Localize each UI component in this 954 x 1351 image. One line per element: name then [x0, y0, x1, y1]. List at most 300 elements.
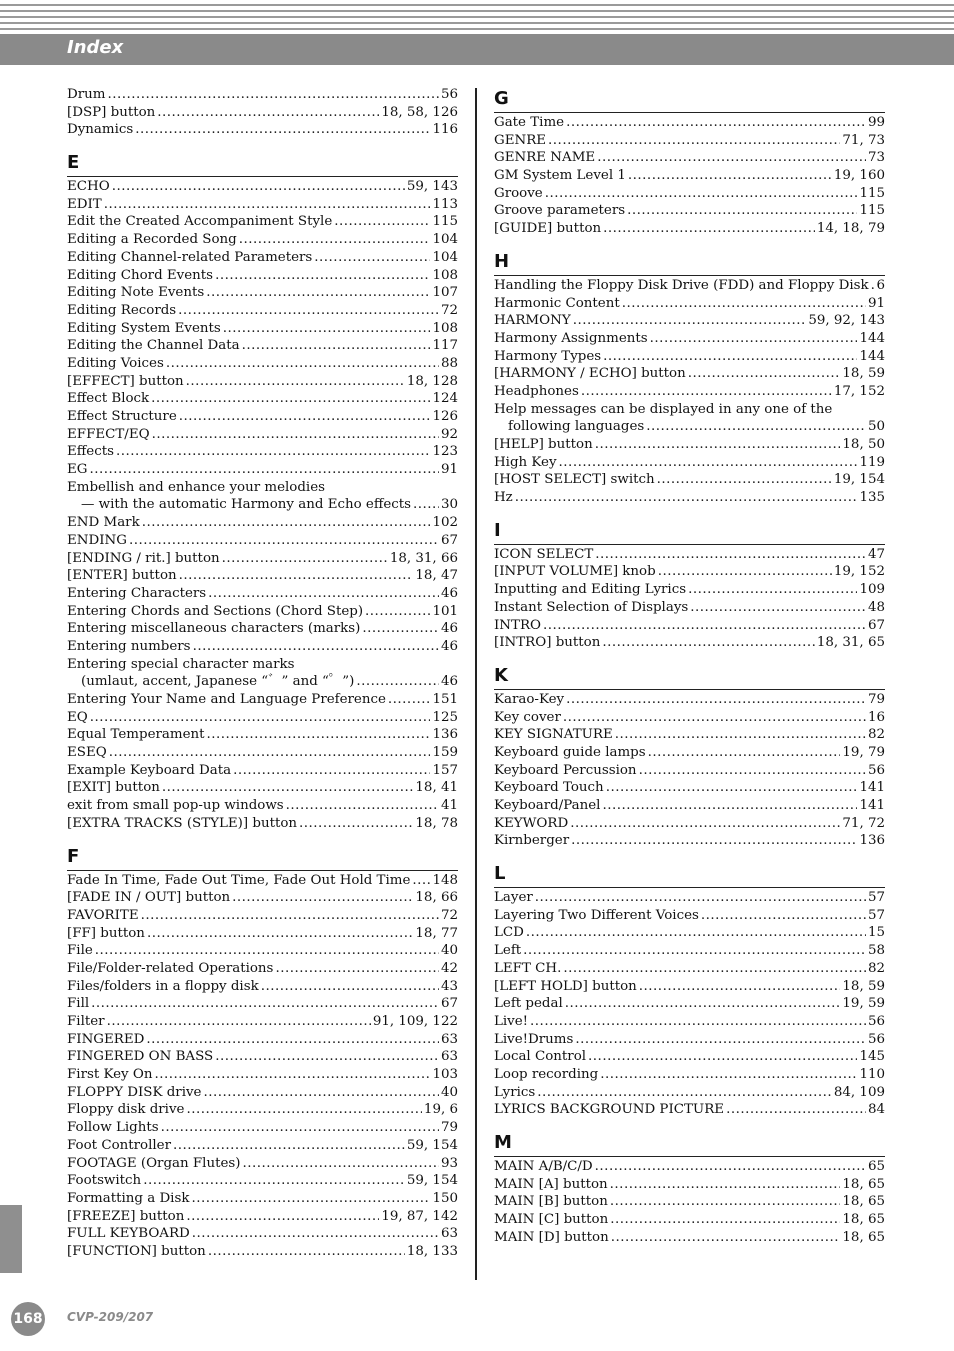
- leader-dots: [413, 496, 439, 514]
- entry-term: Formatting a Disk: [67, 1190, 190, 1206]
- entry-pages: 18, 128: [406, 373, 458, 389]
- entry-pages: 116: [432, 122, 458, 138]
- entry-pages: 91, 109, 122: [372, 1014, 458, 1029]
- entry-term: File/Folder-related Operations: [67, 960, 274, 976]
- index-entry: [67, 907, 458, 925]
- leader-dots: [161, 1119, 439, 1137]
- index-entry: [494, 1013, 885, 1031]
- entry-pages: 17, 152: [833, 383, 885, 399]
- leader-dots: [104, 196, 431, 214]
- entry-term: MAIN [D] button: [494, 1229, 609, 1245]
- index-entry: [67, 603, 458, 621]
- index-entry: [494, 1084, 885, 1102]
- entry-pages: 84, 109: [833, 1084, 885, 1100]
- entry-pages: 19, 6: [423, 1102, 458, 1118]
- index-entry: [494, 942, 885, 960]
- leader-dots: [597, 149, 866, 167]
- entry-pages: 18, 31, 65: [816, 635, 885, 651]
- entry-term: [LEFT HOLD] button: [494, 978, 637, 994]
- side-tab: [0, 1205, 22, 1273]
- leader-dots: [109, 744, 431, 762]
- entry-pages: 109: [859, 582, 885, 598]
- entry-term: [FADE IN / OUT] button: [67, 890, 231, 906]
- entry-pages: 79: [440, 1120, 458, 1136]
- index-entry: [67, 762, 458, 780]
- leader-dots: [208, 585, 439, 603]
- index-entry: [494, 581, 885, 599]
- entry-term: Editing Channel-related Parameters: [67, 249, 313, 265]
- entry-term: ENDING: [67, 532, 127, 548]
- entry-term: [HARMONY / ECHO] button: [494, 366, 686, 382]
- entry-term: Handling the Floppy Disk Drive (FDD) and Floppy Disk: [494, 277, 869, 293]
- index-entry: [67, 284, 458, 302]
- entry-pages: 88: [440, 355, 458, 371]
- index-entry: [494, 1211, 885, 1229]
- index-entry: [67, 744, 458, 762]
- entry-term: [INPUT VOLUME] knob: [494, 564, 656, 580]
- index-entry: [67, 709, 458, 727]
- index-entry: [494, 1158, 885, 1176]
- index-entry: [494, 797, 885, 815]
- index-entry: [494, 365, 885, 383]
- entry-pages: 99: [867, 115, 885, 130]
- index-entry: [494, 312, 885, 330]
- entry-term: LEFT CH.: [494, 960, 562, 976]
- entry-term: EDIT: [67, 196, 102, 212]
- entry-pages: 56: [867, 762, 885, 778]
- entry-pages: 159: [432, 745, 458, 761]
- entry-pages: 108: [432, 320, 458, 336]
- leader-dots: [571, 832, 857, 850]
- entry-term: Hz: [494, 490, 513, 506]
- leader-dots: [129, 532, 439, 550]
- index-entry: [494, 709, 885, 727]
- index-entry: [67, 995, 458, 1013]
- entry-term: Help messages can be displayed in any one of the: [494, 401, 833, 417]
- entry-pages: 63: [440, 1049, 458, 1065]
- index-entry: [67, 550, 458, 568]
- index-entry: [494, 978, 885, 996]
- entry-term: Entering Chords and Sections (Chord Step): [67, 603, 364, 619]
- entry-pages: 144: [859, 330, 885, 346]
- section-letter-h: H: [494, 249, 885, 276]
- entry-term: MAIN A/B/C/D: [494, 1159, 593, 1174]
- entry-term: Editing the Channel Data: [67, 338, 240, 354]
- entry-term: Embellish and enhance your melodies: [67, 479, 325, 495]
- entry-term: HARMONY: [494, 313, 571, 329]
- leader-dots: [207, 726, 431, 744]
- entry-term: Groove parameters: [494, 203, 626, 219]
- leader-dots: [95, 942, 439, 960]
- leader-dots: [208, 1243, 405, 1261]
- index-entry: [67, 355, 458, 373]
- leader-dots: [566, 114, 866, 132]
- index-entry: [67, 889, 458, 907]
- entry-pages: 157: [432, 762, 458, 778]
- leader-dots: [611, 1229, 841, 1247]
- index-entry: [494, 563, 885, 581]
- leader-dots: [412, 872, 430, 890]
- entry-term: Groove: [494, 185, 543, 201]
- entry-term: — with the automatic Harmony and Echo effects: [81, 497, 412, 513]
- header-rules: [0, 0, 954, 34]
- entry-term: Equal Temperament: [67, 727, 205, 743]
- entry-term: Inputting and Editing Lyrics: [494, 582, 687, 598]
- leader-dots: [166, 355, 439, 373]
- index-entry: [67, 1243, 458, 1261]
- entry-pages: 43: [440, 978, 458, 994]
- leader-dots: [286, 797, 439, 815]
- entry-term: Editing a Recorded Song: [67, 232, 237, 248]
- entry-pages: 91: [440, 462, 458, 478]
- entry-term: Key cover: [494, 709, 561, 725]
- leader-dots: [588, 1048, 857, 1066]
- entry-pages: 14, 18, 79: [816, 221, 885, 237]
- index-entry: [67, 815, 458, 833]
- entry-term: Live!Drums: [494, 1031, 574, 1047]
- entry-pages: 46: [440, 674, 458, 690]
- index-entry: [494, 454, 885, 472]
- index-entry: [494, 1176, 885, 1194]
- entry-pages: 57: [867, 907, 885, 923]
- entry-term: END Mark: [67, 515, 140, 531]
- leader-dots: [639, 762, 866, 780]
- index-entry: [494, 762, 885, 780]
- entry-term: [FF] button: [67, 925, 145, 941]
- index-entry: [494, 924, 885, 942]
- index-entry: [494, 779, 885, 797]
- entry-pages: 141: [859, 798, 885, 813]
- page-number: 168: [11, 1302, 45, 1336]
- entry-term: Layer: [494, 890, 533, 906]
- entry-pages: 124: [432, 391, 458, 407]
- leader-dots: [365, 603, 430, 621]
- index-entry: [494, 599, 885, 617]
- entry-pages: 40: [440, 943, 458, 959]
- entry-pages: 18, 59: [842, 978, 885, 994]
- leader-dots: [548, 132, 840, 150]
- entry-term: Kirnberger: [494, 833, 570, 849]
- entry-pages: 67: [440, 996, 458, 1012]
- index-entry: [494, 132, 885, 150]
- leader-dots: [146, 1031, 439, 1049]
- entry-term: GENRE: [494, 132, 547, 148]
- leader-dots: [173, 1137, 405, 1155]
- index-entry: [494, 546, 885, 564]
- index-entry: [494, 1101, 885, 1119]
- leader-dots: [610, 1193, 841, 1211]
- entry-pages: 18, 78: [415, 815, 458, 831]
- entry-pages: 19, 59: [842, 996, 885, 1012]
- entry-term: KEY SIGNATURE: [494, 727, 613, 743]
- entry-pages: 65: [867, 1159, 885, 1174]
- leader-dots: [639, 978, 841, 996]
- leader-dots: [602, 634, 814, 652]
- leader-dots: [275, 960, 439, 978]
- leader-dots: [334, 213, 430, 231]
- entry-pages: 82: [867, 727, 885, 743]
- index-entry: [494, 889, 885, 907]
- leader-dots: [186, 1101, 421, 1119]
- index-entry: [67, 496, 458, 514]
- entry-term: [ENDING / rit.] button: [67, 550, 220, 566]
- leader-dots: [186, 1208, 379, 1226]
- entry-pages: 18, 65: [842, 1176, 885, 1192]
- leader-dots: [543, 617, 866, 635]
- entry-term: MAIN [A] button: [494, 1176, 608, 1192]
- entry-term: Example Keyboard Data: [67, 762, 232, 778]
- entry-pages: 102: [432, 515, 458, 531]
- leader-dots: [147, 925, 413, 943]
- index-entry: [67, 978, 458, 996]
- entry-term: following languages: [508, 419, 645, 435]
- leader-dots: [650, 330, 858, 348]
- index-entry: [494, 1193, 885, 1211]
- entry-term: Loop recording: [494, 1066, 599, 1082]
- entry-pages: 150: [432, 1190, 458, 1206]
- entry-pages: 48: [867, 599, 885, 615]
- entry-term: ESEQ: [67, 745, 107, 761]
- entry-pages: 115: [432, 214, 458, 230]
- entry-term: Keyboard/Panel: [494, 798, 601, 813]
- index-entry: [494, 1229, 885, 1247]
- leader-dots: [573, 312, 807, 330]
- index-entry: [67, 656, 458, 674]
- index-entry: [67, 249, 458, 267]
- index-entry: [67, 1013, 458, 1031]
- entry-pages: 18, 65: [842, 1229, 885, 1245]
- section-letter-i: I: [494, 518, 885, 545]
- entry-pages: 117: [432, 338, 458, 354]
- index-entry: [67, 691, 458, 709]
- entry-term: Karao-Key: [494, 691, 565, 707]
- entry-pages: 19, 152: [833, 564, 885, 580]
- entry-pages: 148: [432, 872, 458, 888]
- entry-pages: 126: [432, 409, 458, 424]
- index-entry: [67, 213, 458, 231]
- leader-dots: [178, 302, 439, 320]
- leader-dots: [595, 546, 866, 564]
- index-entry: [494, 401, 885, 419]
- entry-term: MAIN [C] button: [494, 1212, 609, 1228]
- leader-dots: [646, 418, 866, 436]
- index-entry: [67, 390, 458, 408]
- leader-dots: [152, 426, 439, 444]
- index-column-left: [67, 86, 458, 1261]
- entry-pages: 56: [867, 1031, 885, 1047]
- index-entry: [494, 960, 885, 978]
- index-entry: [67, 121, 458, 139]
- entry-term: Local Control: [494, 1049, 587, 1065]
- leader-dots: [658, 563, 832, 581]
- index-entry: [494, 418, 885, 436]
- index-entry: [494, 149, 885, 167]
- index-entry: [494, 348, 885, 366]
- leader-dots: [107, 86, 438, 104]
- entry-pages: 19, 154: [833, 472, 885, 488]
- index-entry: [67, 942, 458, 960]
- section-letter-f: F: [67, 844, 458, 871]
- index-entry: [67, 673, 458, 691]
- leader-dots: [179, 567, 414, 585]
- entry-term: Harmonic Content: [494, 295, 620, 311]
- index-entry: [494, 691, 885, 709]
- entry-pages: 141: [859, 780, 885, 796]
- column-divider: [475, 88, 477, 1280]
- entry-pages: 47: [867, 546, 885, 562]
- leader-dots: [559, 454, 858, 472]
- index-entry: [494, 330, 885, 348]
- entry-pages: 136: [859, 833, 885, 849]
- leader-dots: [595, 1158, 866, 1176]
- entry-pages: 151: [432, 692, 458, 707]
- leader-dots: [157, 104, 379, 122]
- entry-term: exit from small pop-up windows: [67, 798, 284, 814]
- entry-pages: 41: [440, 798, 458, 814]
- entry-pages: 93: [440, 1155, 458, 1171]
- entry-pages: 103: [432, 1067, 458, 1083]
- entry-term: GENRE NAME: [494, 150, 596, 166]
- entry-pages: 71, 72: [842, 815, 885, 831]
- index-entry: [494, 383, 885, 401]
- leader-dots: [191, 1190, 430, 1208]
- entry-pages: 79: [867, 691, 885, 707]
- entry-term: Left pedal: [494, 996, 563, 1012]
- entry-pages: 63: [440, 1226, 458, 1242]
- leader-dots: [537, 1084, 832, 1102]
- entry-term: [DSP] button: [67, 104, 156, 120]
- leader-dots: [223, 320, 431, 338]
- entry-term: Editing Records: [67, 302, 177, 318]
- leader-dots: [581, 383, 832, 401]
- leader-dots: [570, 815, 840, 833]
- entry-pages: 46: [440, 621, 458, 637]
- entry-term: [HOST SELECT] switch: [494, 472, 655, 488]
- leader-dots: [575, 1031, 866, 1049]
- entry-term: Harmony Assignments: [494, 330, 648, 346]
- leader-dots: [239, 231, 431, 249]
- section-letter-e: E: [67, 150, 458, 177]
- entry-term: [EFFECT] button: [67, 373, 184, 389]
- leader-dots: [91, 995, 439, 1013]
- entry-term: Edit the Created Accompaniment Style: [67, 214, 333, 230]
- entry-term: Live!: [494, 1013, 529, 1029]
- entry-term: MAIN [B] button: [494, 1194, 608, 1210]
- entry-term: [HELP] button: [494, 437, 593, 452]
- entry-pages: 18, 31, 66: [389, 550, 458, 566]
- index-entry: [67, 461, 458, 479]
- entry-pages: 110: [859, 1066, 885, 1082]
- index-entry: [494, 815, 885, 833]
- entry-pages: 6: [876, 277, 885, 293]
- header-bar: [0, 34, 954, 65]
- index-entry: [494, 1048, 885, 1066]
- leader-dots: [314, 249, 430, 267]
- leader-dots: [215, 267, 430, 285]
- page-title: Index: [67, 37, 124, 58]
- entry-pages: 18, 65: [842, 1194, 885, 1210]
- entry-pages: 18, 59: [842, 366, 885, 382]
- entry-term: Layering Two Different Voices: [494, 907, 699, 923]
- index-entry: [494, 907, 885, 925]
- entry-term: ECHO: [67, 179, 110, 195]
- entry-term: Keyboard Percussion: [494, 762, 637, 778]
- entry-pages: 136: [432, 727, 458, 743]
- index-entry: [494, 634, 885, 652]
- index-entry: [494, 617, 885, 635]
- leader-dots: [595, 436, 841, 454]
- entry-term: FULL KEYBOARD: [67, 1226, 190, 1242]
- entry-pages: 30: [440, 497, 458, 513]
- entry-term: Fade In Time, Fade Out Time, Fade Out Hold Time: [67, 872, 411, 888]
- entry-term: ICON SELECT: [494, 546, 594, 562]
- entry-pages: 58: [867, 943, 885, 959]
- index-entry: [67, 925, 458, 943]
- entry-pages: 71, 73: [842, 132, 885, 148]
- index-entry: [67, 1190, 458, 1208]
- leader-dots: [871, 277, 875, 295]
- section-letter-k: K: [494, 663, 885, 690]
- index-entry: [67, 585, 458, 603]
- model-name: CVP-209/207: [67, 1310, 154, 1324]
- entry-term: [GUIDE] button: [494, 221, 602, 237]
- entry-pages: 145: [859, 1049, 885, 1065]
- index-entry: [67, 514, 458, 532]
- section-letter-l: L: [494, 861, 885, 888]
- entry-term: Keyboard guide lamps: [494, 744, 646, 760]
- index-entry: [67, 567, 458, 585]
- entry-pages: 91: [867, 295, 885, 311]
- leader-dots: [112, 178, 405, 196]
- leader-dots: [657, 471, 832, 489]
- leader-dots: [206, 284, 430, 302]
- index-entry: [67, 479, 458, 497]
- entry-term: Files/folders in a floppy disk: [67, 978, 259, 994]
- index-entry: [67, 443, 458, 461]
- leader-dots: [563, 709, 866, 727]
- entry-pages: 16: [867, 709, 885, 725]
- leader-dots: [193, 638, 439, 656]
- index-entry: [494, 185, 885, 203]
- entry-pages: 46: [440, 638, 458, 654]
- entry-pages: 18, 58, 126: [381, 104, 458, 120]
- entry-pages: 67: [440, 532, 458, 548]
- entry-term: Editing Note Events: [67, 285, 205, 301]
- entry-pages: 50: [867, 419, 885, 435]
- entry-term: Floppy disk drive: [67, 1102, 185, 1118]
- entry-pages: 18, 47: [415, 568, 458, 584]
- index-column-right: [494, 86, 885, 1246]
- entry-pages: 18, 41: [415, 780, 458, 796]
- index-entry: [67, 104, 458, 122]
- entry-pages: 123: [432, 444, 458, 460]
- entry-pages: 84: [867, 1102, 885, 1118]
- leader-dots: [90, 709, 431, 727]
- entry-pages: 15: [867, 925, 885, 941]
- leader-dots: [545, 185, 858, 203]
- entry-pages: 19, 87, 142: [381, 1208, 458, 1224]
- index-entry: [494, 436, 885, 454]
- entry-term: Editing System Events: [67, 320, 221, 336]
- index-entry: [67, 1172, 458, 1190]
- entry-pages: 115: [859, 185, 885, 201]
- leader-dots: [530, 1013, 866, 1031]
- entry-pages: 18, 50: [842, 437, 885, 452]
- index-entry: [67, 86, 458, 104]
- leader-dots: [116, 443, 430, 461]
- entry-pages: 19, 160: [833, 168, 885, 184]
- index-entry: [494, 489, 885, 507]
